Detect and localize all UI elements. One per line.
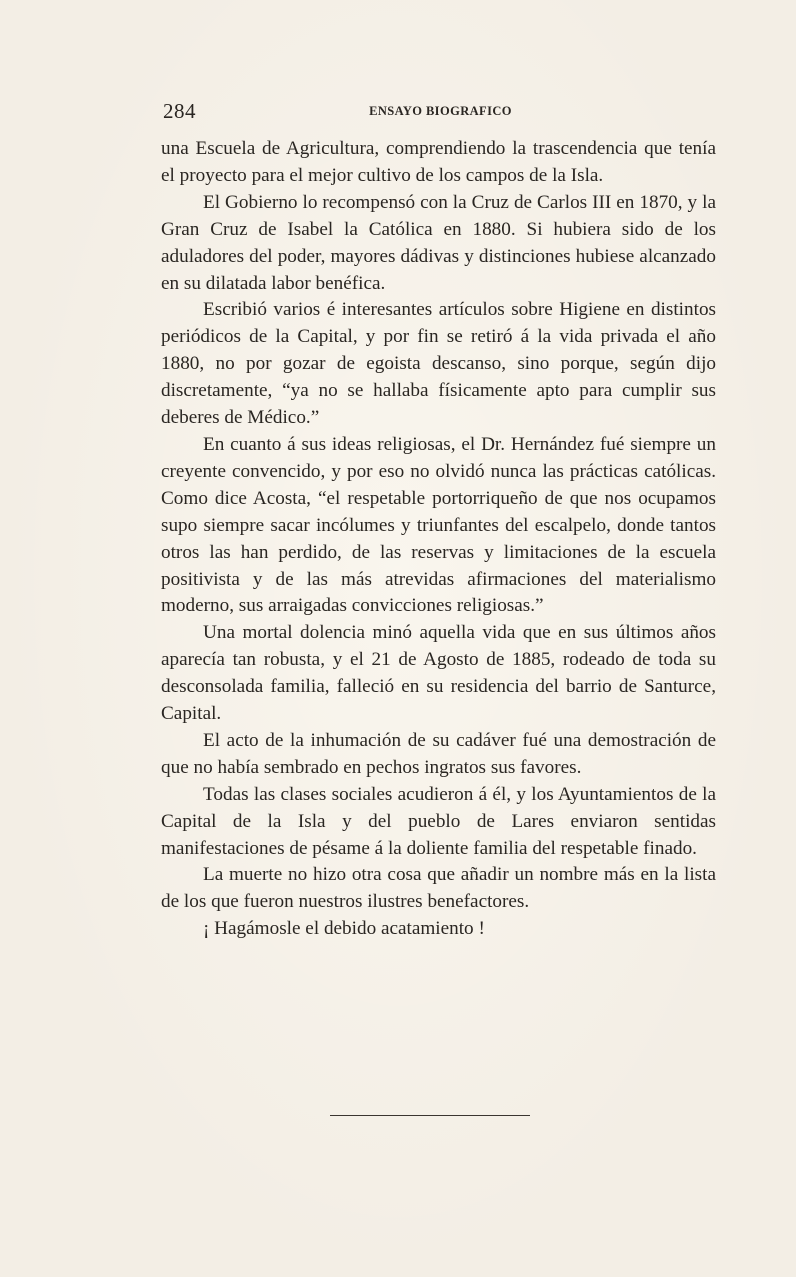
paragraph: El Gobierno lo recompensó con la Cruz de Carlos III en 1870, y la Gran Cruz de Isabel la Católica en 1880. Si hubiera sido de los aduladores del poder, mayores dádivas y distinciones hubiese alcanzado en su dilatada labor benéfica. bbox=[161, 191, 716, 294]
running-title: ENSAYO BIOGRAFICO bbox=[369, 104, 512, 118]
page-header bbox=[163, 99, 718, 125]
paragraph: Todas las clases sociales acudieron á él, y los Ayuntamientos de la Capital de la Isla y del pueblo de Lares enviaron sentidas manifestaciones de pésame á la doliente familia del respetable finado. bbox=[161, 783, 716, 859]
paragraph: Escribió varios é interesantes artículos sobre Higiene en distintos periódicos de la Capital, y por fin se retiró á la vida privada el año 1880, no por gozar de egoista descanso, sino porque, según dijo discretamente, “ya no se hallaba físicamente apto para cumplir sus deberes de Médico.” bbox=[161, 299, 716, 429]
paragraph: La muerte no hizo otra cosa que añadir un nombre más en la lista de los que fueron nuestros ilustres benefactores. bbox=[161, 864, 716, 913]
page-number: 284 bbox=[163, 99, 196, 123]
paragraph: Una mortal dolencia minó aquella vida que en sus últimos años aparecía tan robusta, y el 21 de Agosto de 1885, rodeado de toda su desconsolada familia, falleció en su residencia del barrio de Santurce, Capital. bbox=[161, 622, 716, 725]
body-text bbox=[161, 136, 716, 943]
closing-paragraph: ¡ Hagámosle el debido acatamiento ! bbox=[203, 918, 485, 940]
paragraph: una Escuela de Agricultura, comprendiendo la trascendencia que tenía el proyecto para el mejor cultivo de los campos de la Isla. bbox=[161, 138, 716, 186]
paragraph: El acto de la inhumación de su cadáver fué una demostración de que no había sembrado en pechos ingratos sus favores. bbox=[161, 729, 716, 778]
paragraph: En cuanto á sus ideas religiosas, el Dr. Hernández fué siempre un creyente convencido, y por eso no olvidó nunca las prácticas católicas. Como dice Acosta, “el respetable portorriqueño de que nos ocupamos supo siempre sacar incólumes y triunfantes del escalpelo, donde tantos otros las han perdido, de las reservas y limitaciones de la escuela positivista y de las más atrevidas afirmaciones del materialismo moderno, sus arraigadas convicciones religiosas.” bbox=[161, 433, 716, 617]
end-rule bbox=[330, 1115, 530, 1116]
